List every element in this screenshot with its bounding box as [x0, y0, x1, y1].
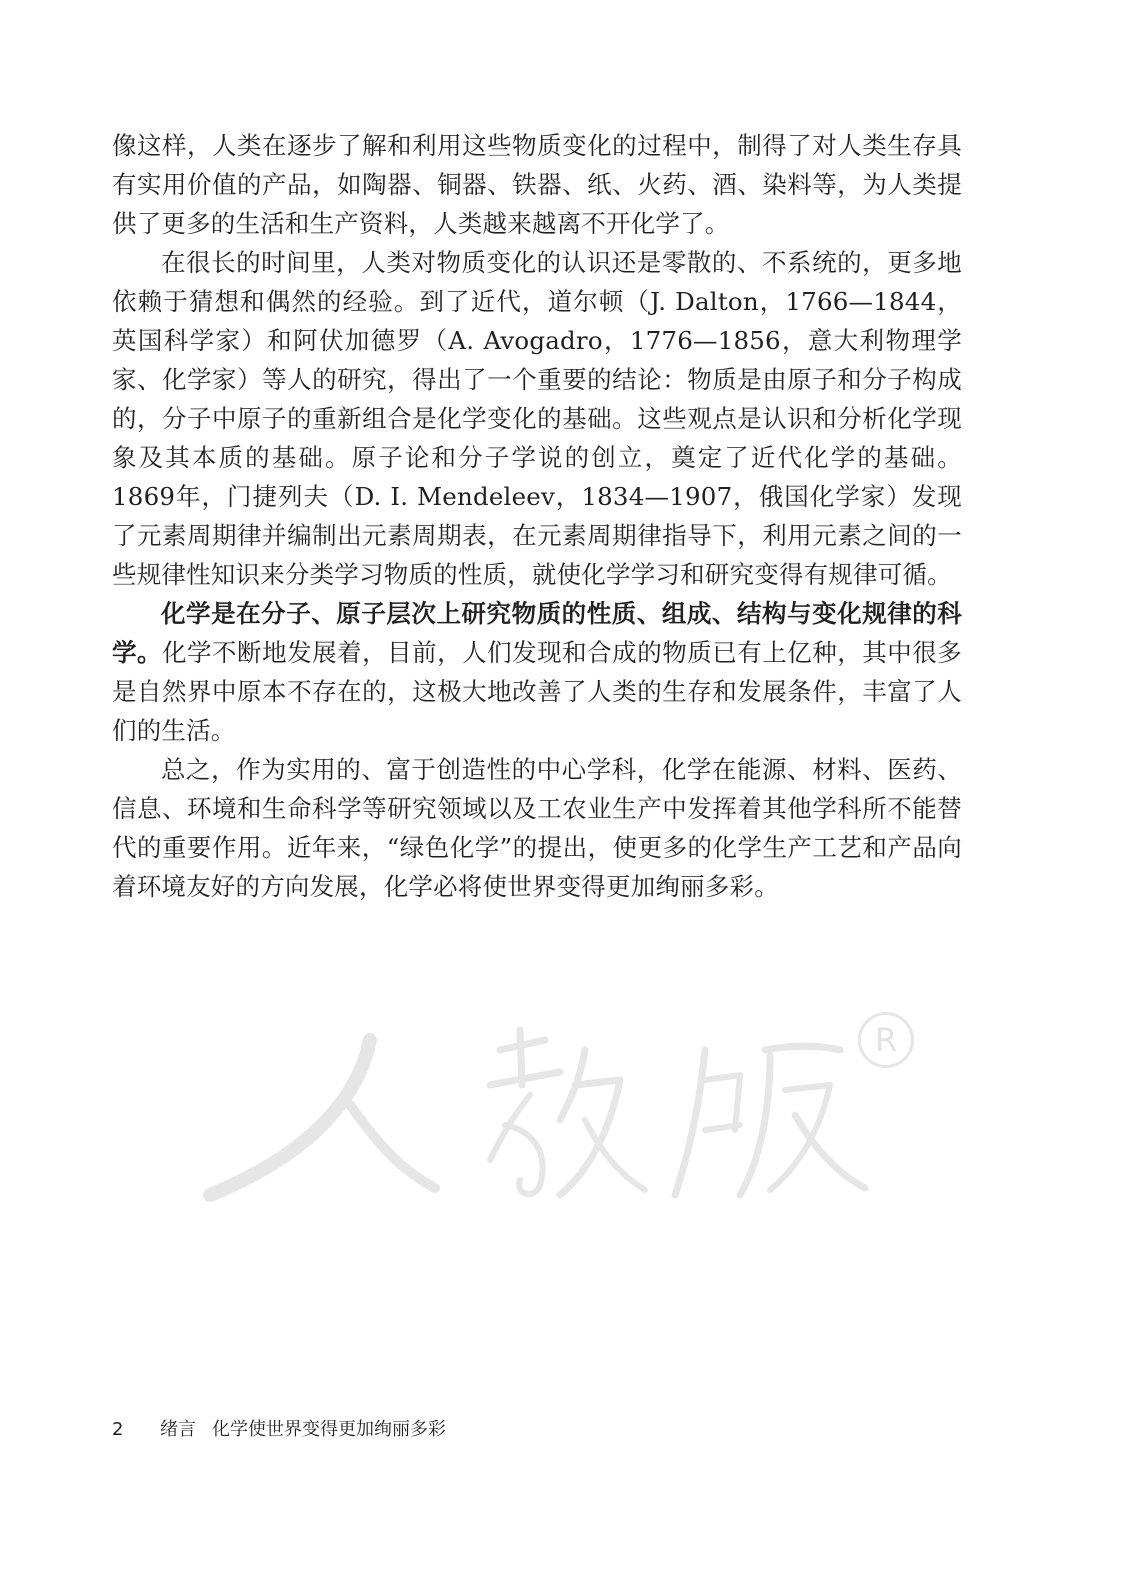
paragraph-3-bold-lead: 化学是在分子、原子层次上研究物质的性质、组成、结构与变化规律的科学。 — [112, 599, 962, 667]
paragraph-1-text: 像这样，人类在逐步了解和利用这些物质变化的过程中，制得了对人类生存具有实用价值的产品，如陶器、铜器、铁器、纸、火药、酒、染料等，为人类提供了更多的生活和生产资料，人类越来越离不开化学了。 — [112, 131, 962, 238]
paragraph-3 — [112, 594, 962, 750]
page-footer — [112, 1415, 446, 1441]
publisher-watermark-logo — [200, 1010, 930, 1210]
paragraph-3-text: 化学不断地发展着，目前，人们发现和合成的物质已有上亿种，其中很多是自然界中原本不存在的，这极大地改善了人类的生存和发展条件，丰富了人们的生活。 — [112, 638, 962, 745]
body-text — [112, 126, 962, 906]
paragraph-1 — [112, 126, 962, 243]
paragraph-2-text: 在很长的时间里，人类对物质变化的认识还是零散的、不系统的，更多地依赖于猜想和偶然的经验。到了近代，道尔顿（J. Dalton，1766—1844，英国科学家）和阿伏加德罗（A. Avogadro，1776—1856，意大利物理学家、化学家）等人的研究，得出了一个重要的结论：物质是由原子和分子构成的，分子中原子的重新组合是化学变化的基础。这些观点是认识和分析化学现象及其本质的基础。原子论和分子学说的创立，奠定了近代化学的基础。1869年，门捷列夫（D. I. Mendeleev，1834—1907，俄国化学家）发现了元素周期律并编制出元素周期表，在元素周期律指导下，利用元素之间的一些规律性知识来分类学习物质的性质，就使化学学习和研究变得有规律可循。 — [112, 248, 962, 589]
footer-title: 化学使世界变得更加绚丽多彩 — [212, 1419, 446, 1440]
paragraph-2 — [112, 243, 962, 594]
registered-mark: R — [858, 1012, 914, 1068]
paragraph-4-text: 总之，作为实用的、富于创造性的中心学科，化学在能源、材料、医药、信息、环境和生命科学等研究领域以及工农业生产中发挥着其他学科所不能替代的重要作用。近年来，“绿色化学”的提出，使更多的化学生产工艺和产品向着环境友好的方向发展，化学必将使世界变得更加绚丽多彩。 — [112, 755, 962, 901]
paragraph-4 — [112, 750, 962, 906]
page-number: 2 — [112, 1419, 124, 1440]
footer-chapter: 绪言 — [160, 1419, 196, 1440]
